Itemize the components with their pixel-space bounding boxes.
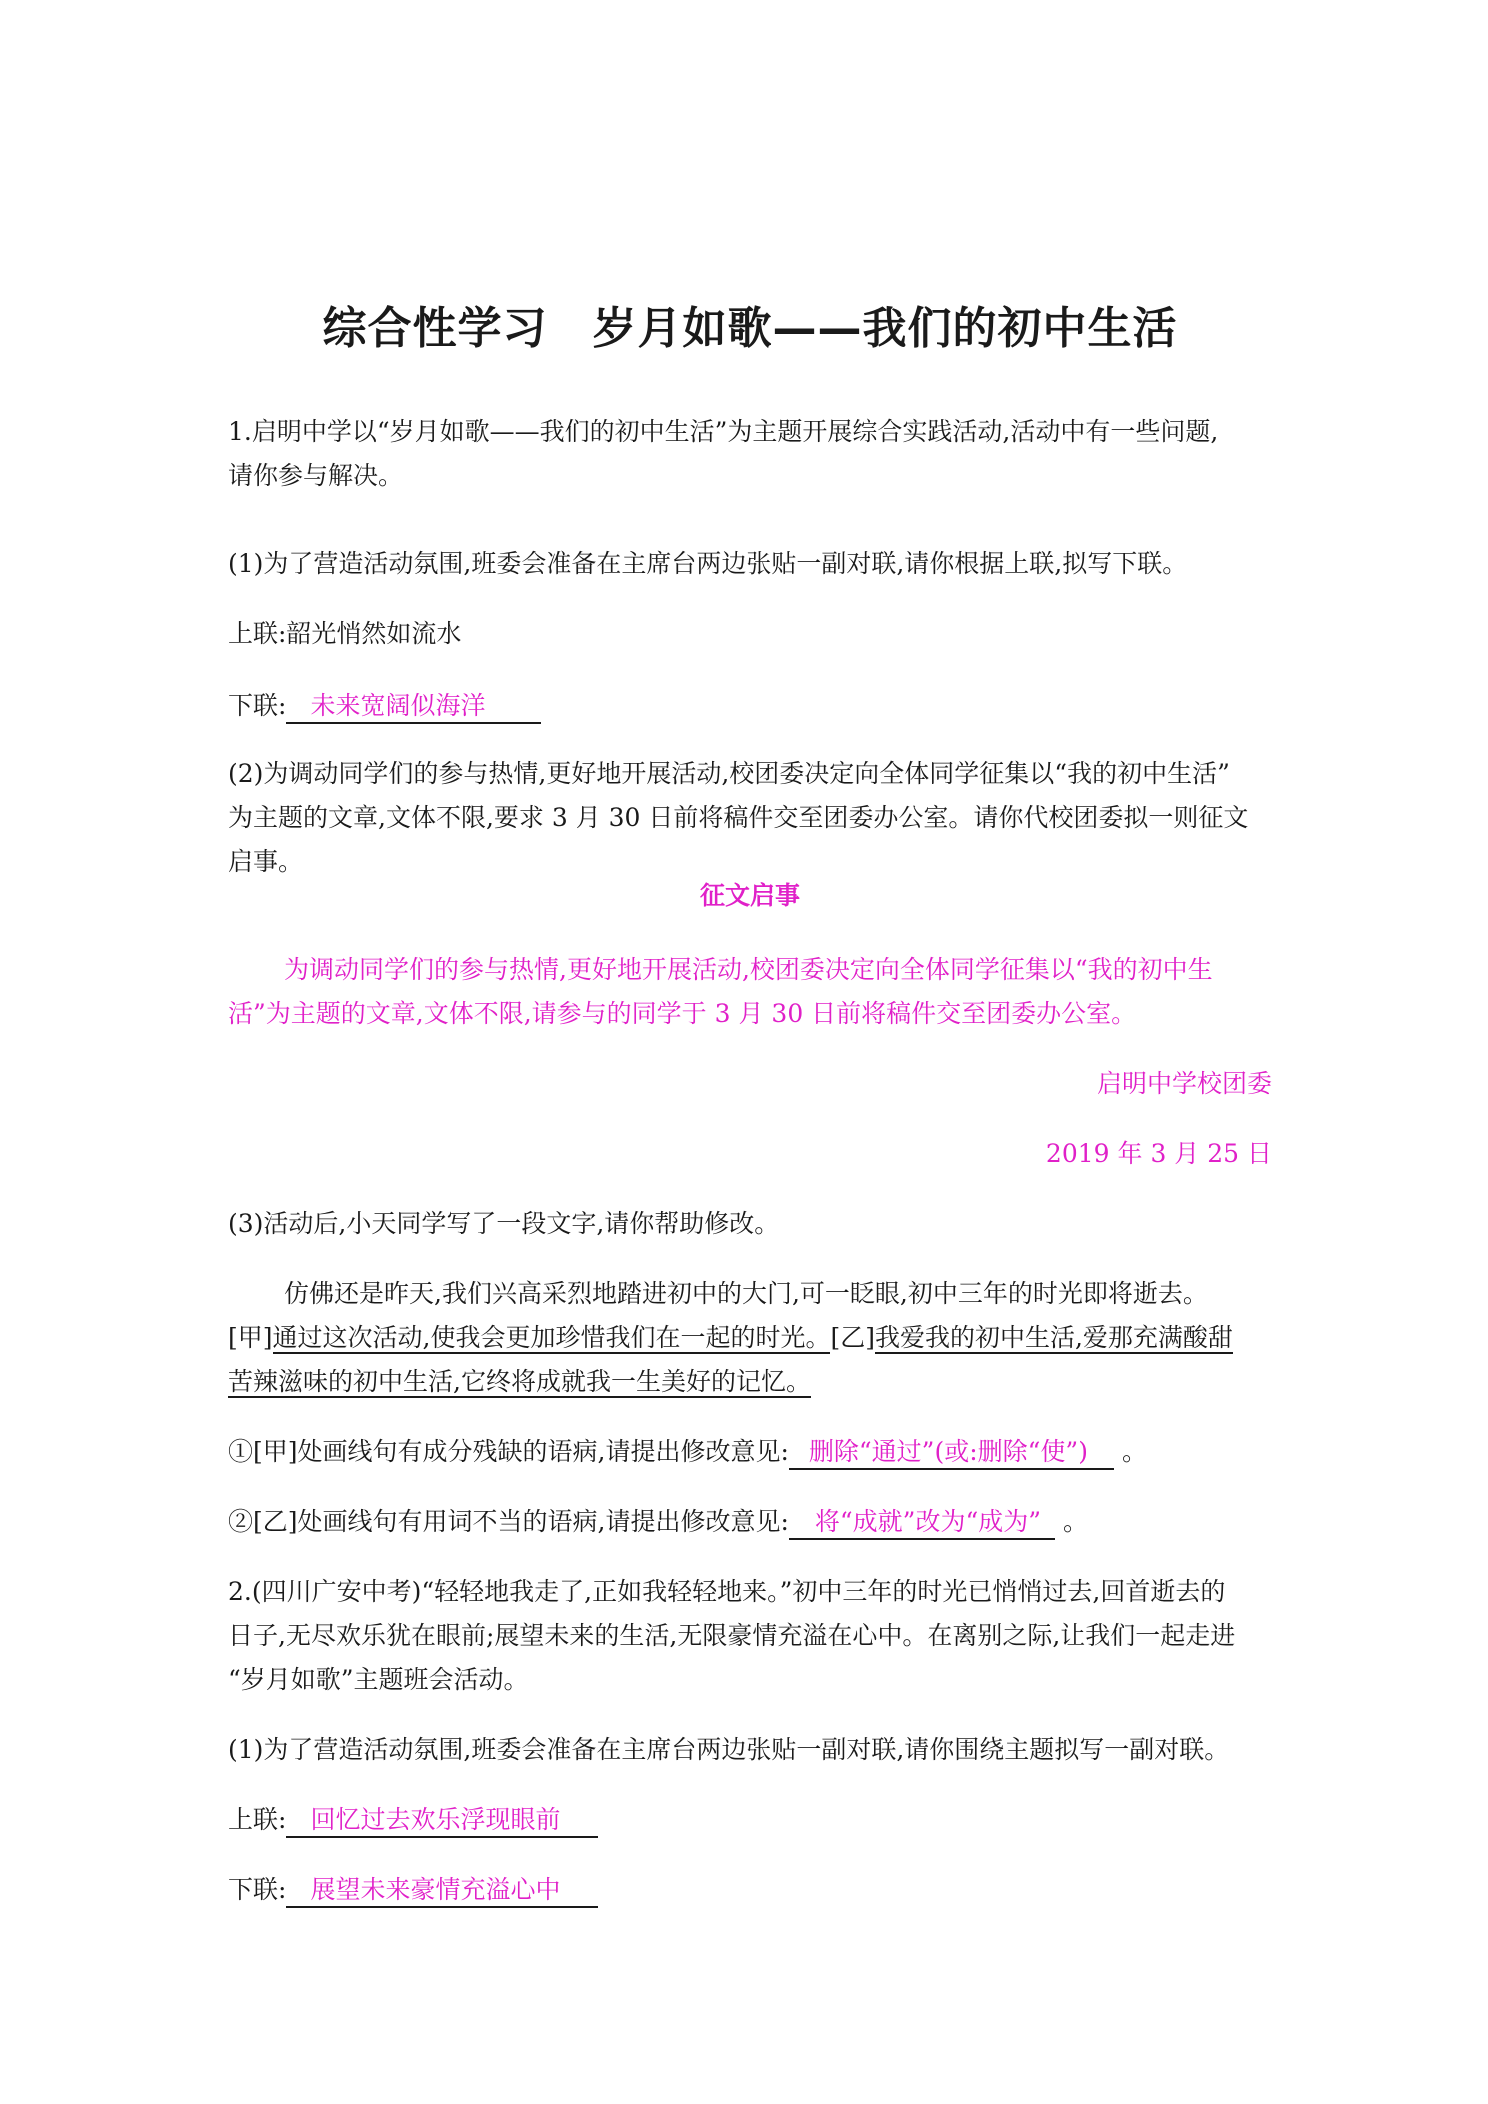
passage-line3 bbox=[228, 1358, 811, 1406]
q2-upper-answer-blank bbox=[286, 1804, 598, 1838]
q2-upper-label: 上联: bbox=[228, 1805, 287, 1834]
page-title: 综合性学习 岁月如歌——我们的初中生活 bbox=[322, 303, 1178, 354]
passage-yi-sentence-cont: 苦辣滋味的初中生活,它终将成就我一生美好的记忆。 bbox=[228, 1367, 811, 1396]
notice-body-line1: 为调动同学们的参与热情,更好地开展活动,校团委决定向全体同学征集以“我的初中生 bbox=[284, 955, 1213, 984]
q1-intro-line2: 请你参与解决。 bbox=[228, 461, 404, 490]
q2-upper-answer: 回忆过去欢乐浮现眼前 bbox=[310, 1805, 561, 1834]
q1-intro-line1: 1.启明中学以“岁月如歌——我们的初中生活”为主题开展综合实践活动,活动中有一些问题, bbox=[228, 417, 1219, 446]
passage-jia-sentence: 通过这次活动,使我会更加珍惜我们在一起的时光。 bbox=[272, 1323, 831, 1352]
q1-yi-answer-blank bbox=[789, 1506, 1055, 1540]
notice-signature: 启明中学校团委 bbox=[1096, 1069, 1272, 1098]
q1-yi-end: 。 bbox=[1063, 1507, 1089, 1536]
q1-yi-question bbox=[228, 1498, 1088, 1546]
q2-intro-line1: 2.(四川广安中考)“轻轻地我走了,正如我轻轻地来。”初中三年的时光已悄悄过去,回首逝去的 bbox=[228, 1577, 1226, 1606]
passage-yi-marker: [乙] bbox=[830, 1323, 875, 1352]
q2-lower-answer-blank bbox=[286, 1874, 598, 1908]
q1-part2-line2: 为主题的文章,文体不限,要求 3 月 30 日前将稿件交至团委办公室。请你代校团委拟一则征文 bbox=[228, 803, 1249, 832]
q1-part3-prompt: (3)活动后,小天同学写了一段文字,请你帮助修改。 bbox=[228, 1209, 780, 1238]
q1-part2-line1: (2)为调动同学们的参与热情,更好地开展活动,校团委决定向全体同学征集以“我的初中生活” bbox=[228, 759, 1230, 788]
q2-part1-prompt: (1)为了营造活动氛围,班委会准备在主席台两边张贴一副对联,请你围绕主题拟写一副对联。 bbox=[228, 1735, 1230, 1764]
q1-jia-end: 。 bbox=[1121, 1437, 1147, 1466]
notice-body-line2: 活”为主题的文章,文体不限,请参与的同学于 3 月 30 日前将稿件交至团委办公室。 bbox=[228, 999, 1137, 1028]
q1-lower-couplet bbox=[228, 682, 541, 730]
q1-part2-line3: 启事。 bbox=[228, 847, 304, 876]
passage-line2 bbox=[228, 1314, 1233, 1362]
q1-jia-question bbox=[228, 1428, 1147, 1476]
q2-intro-line3: “岁月如歌”主题班会活动。 bbox=[228, 1665, 529, 1694]
passage-jia-marker: [甲] bbox=[228, 1323, 273, 1352]
q1-lower-label: 下联: bbox=[228, 691, 287, 720]
notice-title: 征文启事 bbox=[699, 881, 800, 910]
q1-upper-couplet: 上联:韶光悄然如流水 bbox=[228, 619, 462, 648]
q1-jia-prompt: ①[甲]处画线句有成分残缺的语病,请提出修改意见: bbox=[228, 1437, 789, 1466]
q1-jia-answer: 删除“通过”(或:删除“使”) bbox=[808, 1437, 1088, 1466]
q1-yi-answer: 将“成就”改为“成为” bbox=[814, 1507, 1042, 1536]
q1-lower-answer-blank bbox=[286, 690, 541, 724]
q1-part1-prompt: (1)为了营造活动氛围,班委会准备在主席台两边张贴一副对联,请你根据上联,拟写下联。 bbox=[228, 549, 1188, 578]
q2-lower-couplet bbox=[228, 1866, 598, 1914]
q1-lower-answer: 未来宽阔似海洋 bbox=[310, 691, 486, 720]
passage-line1: 仿佛还是昨天,我们兴高采烈地踏进初中的大门,可一眨眼,初中三年的时光即将逝去。 bbox=[284, 1279, 1208, 1308]
q2-lower-answer: 展望未来豪情充溢心中 bbox=[310, 1875, 561, 1904]
q2-intro-line2: 日子,无尽欢乐犹在眼前;展望未来的生活,无限豪情充溢在心中。在离别之际,让我们一起走进 bbox=[228, 1621, 1236, 1650]
q1-jia-answer-blank bbox=[789, 1436, 1114, 1470]
passage-yi-sentence: 我爱我的初中生活,爱那充满酸甜 bbox=[874, 1323, 1233, 1352]
notice-date: 2019 年 3 月 25 日 bbox=[1045, 1139, 1272, 1168]
q2-lower-label: 下联: bbox=[228, 1875, 287, 1904]
q1-yi-prompt: ②[乙]处画线句有用词不当的语病,请提出修改意见: bbox=[228, 1507, 789, 1536]
q2-upper-couplet bbox=[228, 1796, 598, 1844]
